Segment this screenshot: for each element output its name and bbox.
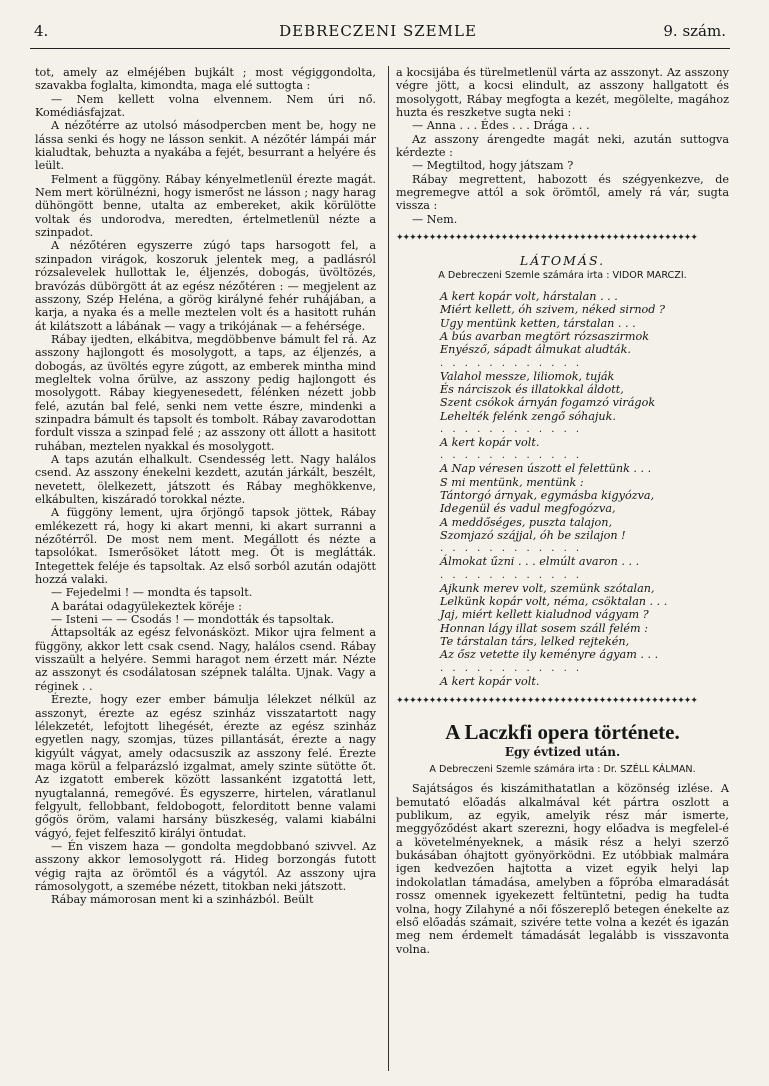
paragraph: A taps azután elhalkult. Csendesség lett. Nagy halálos csend. Az asszony énekelni kezdett, azután járkált, beszélt, nevetett, ölelkezett, játszott és Rábay meghökkenve, elkábulten, kiszáradó torokkal nézte.	[35, 452, 376, 506]
paragraph: — Megtiltod, hogy játszam ?	[412, 159, 574, 173]
poem-line: A kert kopár volt, hárstalan . . .	[440, 289, 618, 303]
paragraph: Rábay ijedten, elkábitva, megdöbbenve bámult fel rá. Az asszony hajlongott és mosolygott, a taps, az éljenzés, a dobogás, az üvöltés egyre zúgott, az emberek mintha mind megleltek volna őrülve, az asszony pedig hajlongott és mosolygott. Rábay kiegyenesedett, félénken nézett jobb felé, azután bal felé, senki nem vette észre, mindenki a szinpadra bámult és tapsolt és tombolt. Rábay zavarodottan fordult vissza a szinpad felé ; az asszony ott állott a hasitott ruhában, meztelen nyakkal és mosolygott.	[35, 332, 376, 453]
poem-line: Az ősz vetette ily keményre ágyam . . .	[440, 648, 659, 662]
page-header	[30, 22, 726, 46]
poem-line: A Nap véresen úszott el felettünk . . .	[440, 462, 652, 476]
poem-line: Lelkünk kopár volt, néma, csöktalan . . .	[440, 595, 668, 608]
stanza-separator: . . . . . . . . . . . .	[440, 450, 583, 462]
right-column	[396, 66, 729, 956]
poem-stanza	[440, 290, 729, 357]
stanza-separator: . . . . . . . . . . . .	[440, 662, 583, 674]
poem-line: Miért kellett, óh szivem, néked sirnod ?	[440, 303, 665, 317]
paragraph: — Fejedelmi ! — mondta és tapsolt.	[51, 586, 253, 600]
article-title: A Laczkfi opera története.	[445, 720, 680, 745]
poem-stanza	[440, 555, 729, 568]
paragraph: — Nem kellett volna elvennem. Nem úri nő. Komédiásfajzat.	[35, 92, 376, 120]
ornament-divider: ✦✦✦✦✦✦✦✦✦✦✦✦✦✦✦✦✦✦✦✦✦✦✦✦✦✦✦✦✦✦✦✦✦✦✦✦✦✦✦✦✦✦✦✦✦✦	[396, 233, 697, 244]
poem-line: Valahol messze, liliomok, tuják	[440, 369, 615, 383]
stanza-separator: . . . . . . . . . . . .	[440, 423, 583, 435]
poem-line: A bús avarban megtört rózsaszirmok	[440, 329, 649, 343]
poem-line: Idegenül és vadul megfogózva,	[440, 502, 616, 516]
paragraph: Felment a függöny. Rábay kényelmetlenül érezte magát. Nem mert körülnézni, hogy ismerőst ne lásson ; nagy harag dühöngött benne, utalta az embereket, akik körülötte voltak és undorodva, meredten, értelmetlenül nézte a szinpadot.	[35, 172, 376, 240]
poem-body	[396, 290, 729, 688]
poem-line: Ugy mentünk ketten, társtalan . . .	[440, 316, 636, 330]
paragraph: Rábay megrettent, habozott és szégyenkezve, de megremegve attól a sok örömtől, amely rá vár, sugta vissza :	[396, 172, 729, 213]
paragraph: A nézőtéren egyszerre zúgó taps harsogott fel, a szinpadon virágok, koszoruk jelentek meg, a padlásról rózsalevelek hullottak le, éljenzés, dobogás, üvöltözés, bravózás dübörgött át az egész nézőtéren : — megjelent az asszony, Szép Heléna, a görög királyné fehér ruhájában, a karja, a nyaka és a melle meztelen volt és a hasitott ruhán át kilátszott a lábának — vagy a trikójának — a fehérsége.	[35, 239, 376, 333]
paragraph: Rábay mámorosan ment ki a szinházból. Beült	[51, 893, 314, 907]
paragraph: — Nem.	[412, 212, 458, 226]
paragraph: — Isteni — — Csodás ! — mondották és tapsoltak.	[51, 613, 335, 627]
poem-stanza	[440, 370, 729, 423]
poem-stanza	[440, 582, 729, 662]
stanza-separator: . . . . . . . . . . . .	[440, 569, 583, 581]
paragraph: tot, amely az elméjében bujkált ; most végiggondolta, szavakba foglalta, kimondta, maga elé suttogta :	[35, 66, 376, 93]
article-subtitle: Egy évtized után.	[504, 745, 621, 760]
poem-line: Honnan lágy illat sosem száll felém :	[440, 621, 648, 635]
poem-line: Enyésző, sápadt álmukat aludták.	[440, 343, 631, 357]
poem-title: LÁTOMÁS.	[519, 253, 606, 269]
paragraph: Érezte, hogy ezer ember bámulja lélekzet nélkül az asszonyt, érezte az egész szinház visszatartott nagy lélekzetét, lefojtott lihegését, érezte az egész szinház egyetlen nagy, szomjas, tüzes pillantását, érezte a nagy kigyúlt vágyat, amely odacsuszik az asszony felé. Érezte maga körül a felparázsló izgalmat, amely szinte sütötte őt. Az izgatott emberek között lassanként izgatottá lett, nyugtalanná, remegővé. És egyszerre, hirtelen, váratlanul felgyult, fellobbant, feldobogott, felorditott benne valami gőgös öröm, valami harsány büszkeség, valami kiabálni vágyó, fejet felfeszitő királyi öntudat.	[35, 693, 376, 840]
poem-line: Ajkunk merev volt, szemünk szótalan,	[440, 581, 655, 595]
page-number: 4.	[34, 22, 49, 40]
paragraph: Áttapsolták az egész felvonásközt. Mikor ujra felment a függöny, akkor lett csak csend. Nagy, halálos csend. Rábay visszaült a helyére. Semmi haragot nem érzett már. Nézte az asszonyt és csodálatosan szépnek találta. Ujnak. Vagy a réginek . .	[35, 626, 376, 693]
paragraph: — Anna . . . Édes . . . Drága . . .	[412, 119, 590, 133]
column-divider	[388, 66, 389, 1071]
poem-stanza	[440, 462, 729, 542]
poem-line: Jaj, miért kellett kialudnod vágyam ?	[440, 608, 649, 622]
poem-line: S mi mentünk, mentünk :	[440, 475, 584, 489]
poem-line: Te társtalan társ, lelked rejtekén,	[440, 635, 630, 649]
poem-line: A kert kopár volt.	[440, 435, 540, 449]
paragraph: A nézőtérre az utolsó másodpercben ment be, hogy ne lássa senki és hogy ne lásson senkit. A nézőtér lámpái már kialudtak, behuzta a nyakába a fejét, besurrant a helyére és leült.	[35, 119, 376, 173]
poem-line: Lehelték felénk zengő sóhajuk.	[440, 409, 616, 423]
paragraph: A barátai odagyülekeztek köréje :	[51, 599, 242, 613]
poem-line: Szent csókok árnyán fogamzó virágok	[440, 396, 656, 410]
paragraph: — Én viszem haza — gondolta megdobbanó szivvel. Az asszony akkor lemosolygott rá. Hideg borzongás futott végig rajta az örömtől és a vágytól. Az asszony ujra rámosolygott, a szemébe nézett, titokban neki játszott.	[35, 839, 376, 893]
stanza-separator: . . . . . . . . . . . .	[440, 357, 583, 369]
issue-number: 9. szám.	[663, 22, 726, 40]
poem-line: Szomjazó szájjal, óh be szilajon !	[440, 528, 626, 542]
left-column	[35, 66, 376, 907]
poem-stanza	[440, 675, 729, 688]
article-body	[396, 782, 729, 955]
poem-byline: A Debreczeni Szemle számára irta : VIDOR MARCZI.	[438, 270, 687, 282]
story-continuation	[396, 66, 729, 226]
paragraph: a kocsijába és türelmetlenül várta az asszonyt. Az asszony végre jött, a kocsi elindult, az asszony hallgatott és mosolygott, Rábay megfogta a kezét, megölelte, magához huzta és reszketve sugta neki :	[396, 66, 729, 120]
ornament-divider: ✦✦✦✦✦✦✦✦✦✦✦✦✦✦✦✦✦✦✦✦✦✦✦✦✦✦✦✦✦✦✦✦✦✦✦✦✦✦✦✦✦✦✦✦✦✦	[396, 696, 697, 707]
header-rule	[30, 48, 730, 49]
paragraph: Az asszony árengedte magát neki, azután suttogva kérdezte :	[396, 132, 729, 160]
poem-line: Tántorgó árnyak, egymásba kigyózva,	[440, 488, 655, 502]
article-byline: A Debreczeni Szemle számára irta : Dr. SZÉLL KÁLMAN.	[429, 764, 696, 776]
poem-line: Álmokat űzni . . . elmúlt avaron . . .	[440, 555, 640, 569]
paragraph: Sajátságos és kiszámithatatlan a közönség izlése. A bemutató előadás alkalmával két pártra oszlott a publikum, az egyik, amelyik rész már ismerte, meggyőződést akart szerezni, hogy előadva is megfelel-é a követelményeknek, a másik rész a helyi szerző bukásában óhajtott gyönyörködni. Ez utóbbiak malmára igen kedvezően hajtotta a vizet egyik helyi lap indokolatlan támadása, amelyben a főpróba elmaradását rossz omennek igyekezett feltüntetni, pedig ha tudta volna, hogy Zilahyné a női főszereplő betegen énekelte az első előadás számait, szivére tette volna a kezét és igazán meg nem érdemelt támadását legalább is visszavonta volna.	[396, 782, 729, 956]
stanza-separator: . . . . . . . . . . . .	[440, 543, 583, 555]
poem-stanza	[440, 436, 729, 449]
journal-title: DEBRECZENI SZEMLE	[279, 22, 477, 40]
poem-line: A kert kopár volt.	[440, 674, 540, 688]
poem-line: És nárciszok és illatokkal áldott,	[440, 382, 624, 396]
poem-line: A meddőséges, puszta talajon,	[440, 515, 613, 529]
paragraph: A függöny lement, ujra őrjöngő tapsok jöttek, Rábay emlékezett rá, hogy ki akart menni, ki akart surranni a nézőtérről. De most nem ment. Megállott és nézte a tapsolókat. Ismerősöket látott meg. Őt is meglátták. Integettek feléje és tapsoltak. Az első sorból azután odajött hozzá valaki.	[35, 506, 376, 587]
